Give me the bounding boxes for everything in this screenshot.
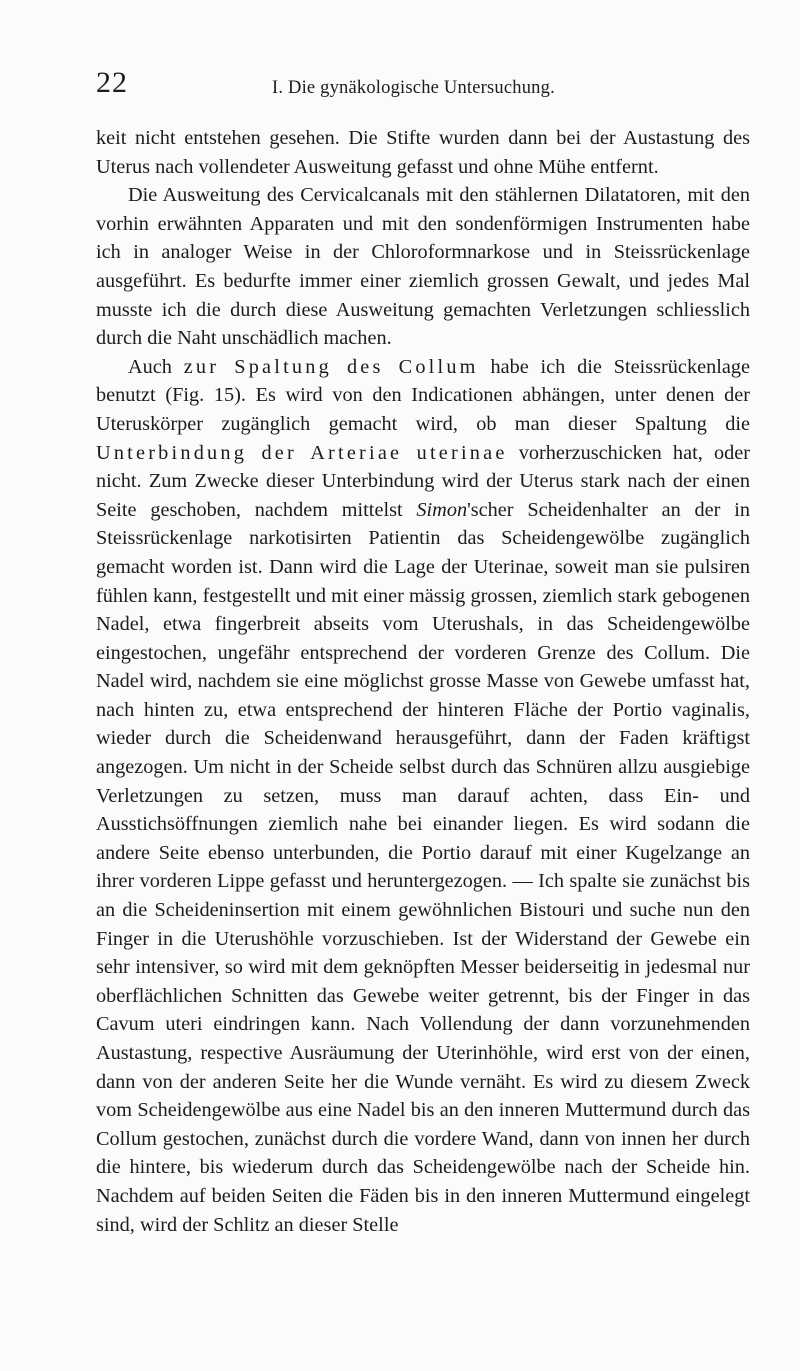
paragraph-3-text-c: vorherzuschicken hat, oder nicht. Zum Zwecke dieser Unterbindung wird der Uterus stark nach der einen Seite geschoben, nachdem mittelst bbox=[96, 441, 750, 521]
emphasis-spaltung: zur Spaltung des Collum bbox=[183, 355, 479, 378]
paragraph-1: keit nicht entstehen gesehen. Die Stifte wurden dann bei der Austastung des Uterus nach vollendeter Ausweitung gefasst und ohne Mühe entfernt. bbox=[96, 127, 750, 178]
paragraph-3-text-b: habe ich die Steissrückenlage benutzt (Fig. 15). Es wird von den Indicationen abhängen, unter denen der Uteruskörper zugänglich gemacht wird, ob man dieser Spaltung die bbox=[96, 355, 751, 435]
paragraph-2: Die Ausweitung des Cervicalcanals mit den stählernen Dilatatoren, mit den vorhin erwähnten Apparaten und mit den sondenförmigen Instrumenten habe ich in analoger Weise in der Chloroformnarkose und in Steissrückenlage ausgeführt. Es bedurfte immer einer ziemlich grossen Gewalt, und jedes Mal musste ich die durch diese Ausweitung gemachten Verletzungen schliesslich durch die Naht unschädlich machen. bbox=[96, 184, 750, 350]
paragraph-3-text-d: 'scher Scheidenhalter an der in Steissrückenlage narkotisirten Patientin das Scheidengewölbe zugänglich gemacht worden ist. Dann wird die Lage der Uterinae, soweit man sie pulsiren fühlen kann, festgestellt und mit einer mässig grossen, ziemlich stark gebogenen Nadel, etwa fingerbreit abseits vom Uterushals, in das Scheidengewölbe eingestochen, ungefähr entsprechend der vorderen Grenze des Collum. Die Nadel wird, nachdem sie eine möglichst grosse Masse von Gewebe umfasst hat, nach hinten zu, etwa entsprechend der hinteren Fläche der Portio vaginalis, wieder durch die Scheidenwand herausgeführt, dann der Faden kräftigst angezogen. Um nicht in der Scheide selbst durch das Schnüren allzu ausgiebige Verletzungen zu setzen, muss man darauf achten, dass Ein- und Ausstichsöffnungen ziemlich nahe bei einander liegen. Es wird sodann die andere Seite ebenso unterbunden, die Portio darauf mit einer Kugelzange an ihrer vorderen Lippe gefasst und heruntergezogen. — Ich spalte sie zunächst bis an die Scheideninsertion mit einem gewöhnlichen Bistouri und suche nun den Finger in die Uterushöhle vorzuschieben. Ist der Widerstand der Gewebe ein sehr intensiver, so wird mit dem geknöpften Messer beiderseitig in jedesmal nur oberflächlichen Schnitten das Gewebe weiter getrennt, bis der Finger in das Cavum uteri eindringen kann. Nach Vollendung der dann vorzunehmenden Austastung, respective Ausräumung der Uterinhöhle, wird erst von der einen, dann von der anderen Seite her die Wunde vernäht. Es wird zu diesem Zweck vom Scheidengewölbe aus eine Nadel bis an den inneren Muttermund durch das Collum gestochen, zunächst durch die vordere Wand, dann von innen her durch die hintere, bis wiederum durch das Scheidengewölbe nach der Scheide hin. Nachdem auf beiden Seiten die Fäden bis in den inneren Muttermund eingelegt sind, wird der Schlitz an dieser Stelle bbox=[96, 498, 750, 1236]
running-head: I. Die gynäkologische Untersuchung. bbox=[272, 78, 555, 98]
page-number: 22 bbox=[96, 66, 128, 99]
body-text bbox=[96, 124, 750, 1239]
page-header bbox=[96, 66, 740, 102]
emphasis-unterbindung: Unterbindung der Arteriae uterinae bbox=[96, 441, 508, 464]
paragraph-3 bbox=[96, 353, 750, 1239]
paragraph-3-text-a: Auch bbox=[128, 355, 184, 378]
author-name-simon: Simon bbox=[416, 498, 468, 521]
